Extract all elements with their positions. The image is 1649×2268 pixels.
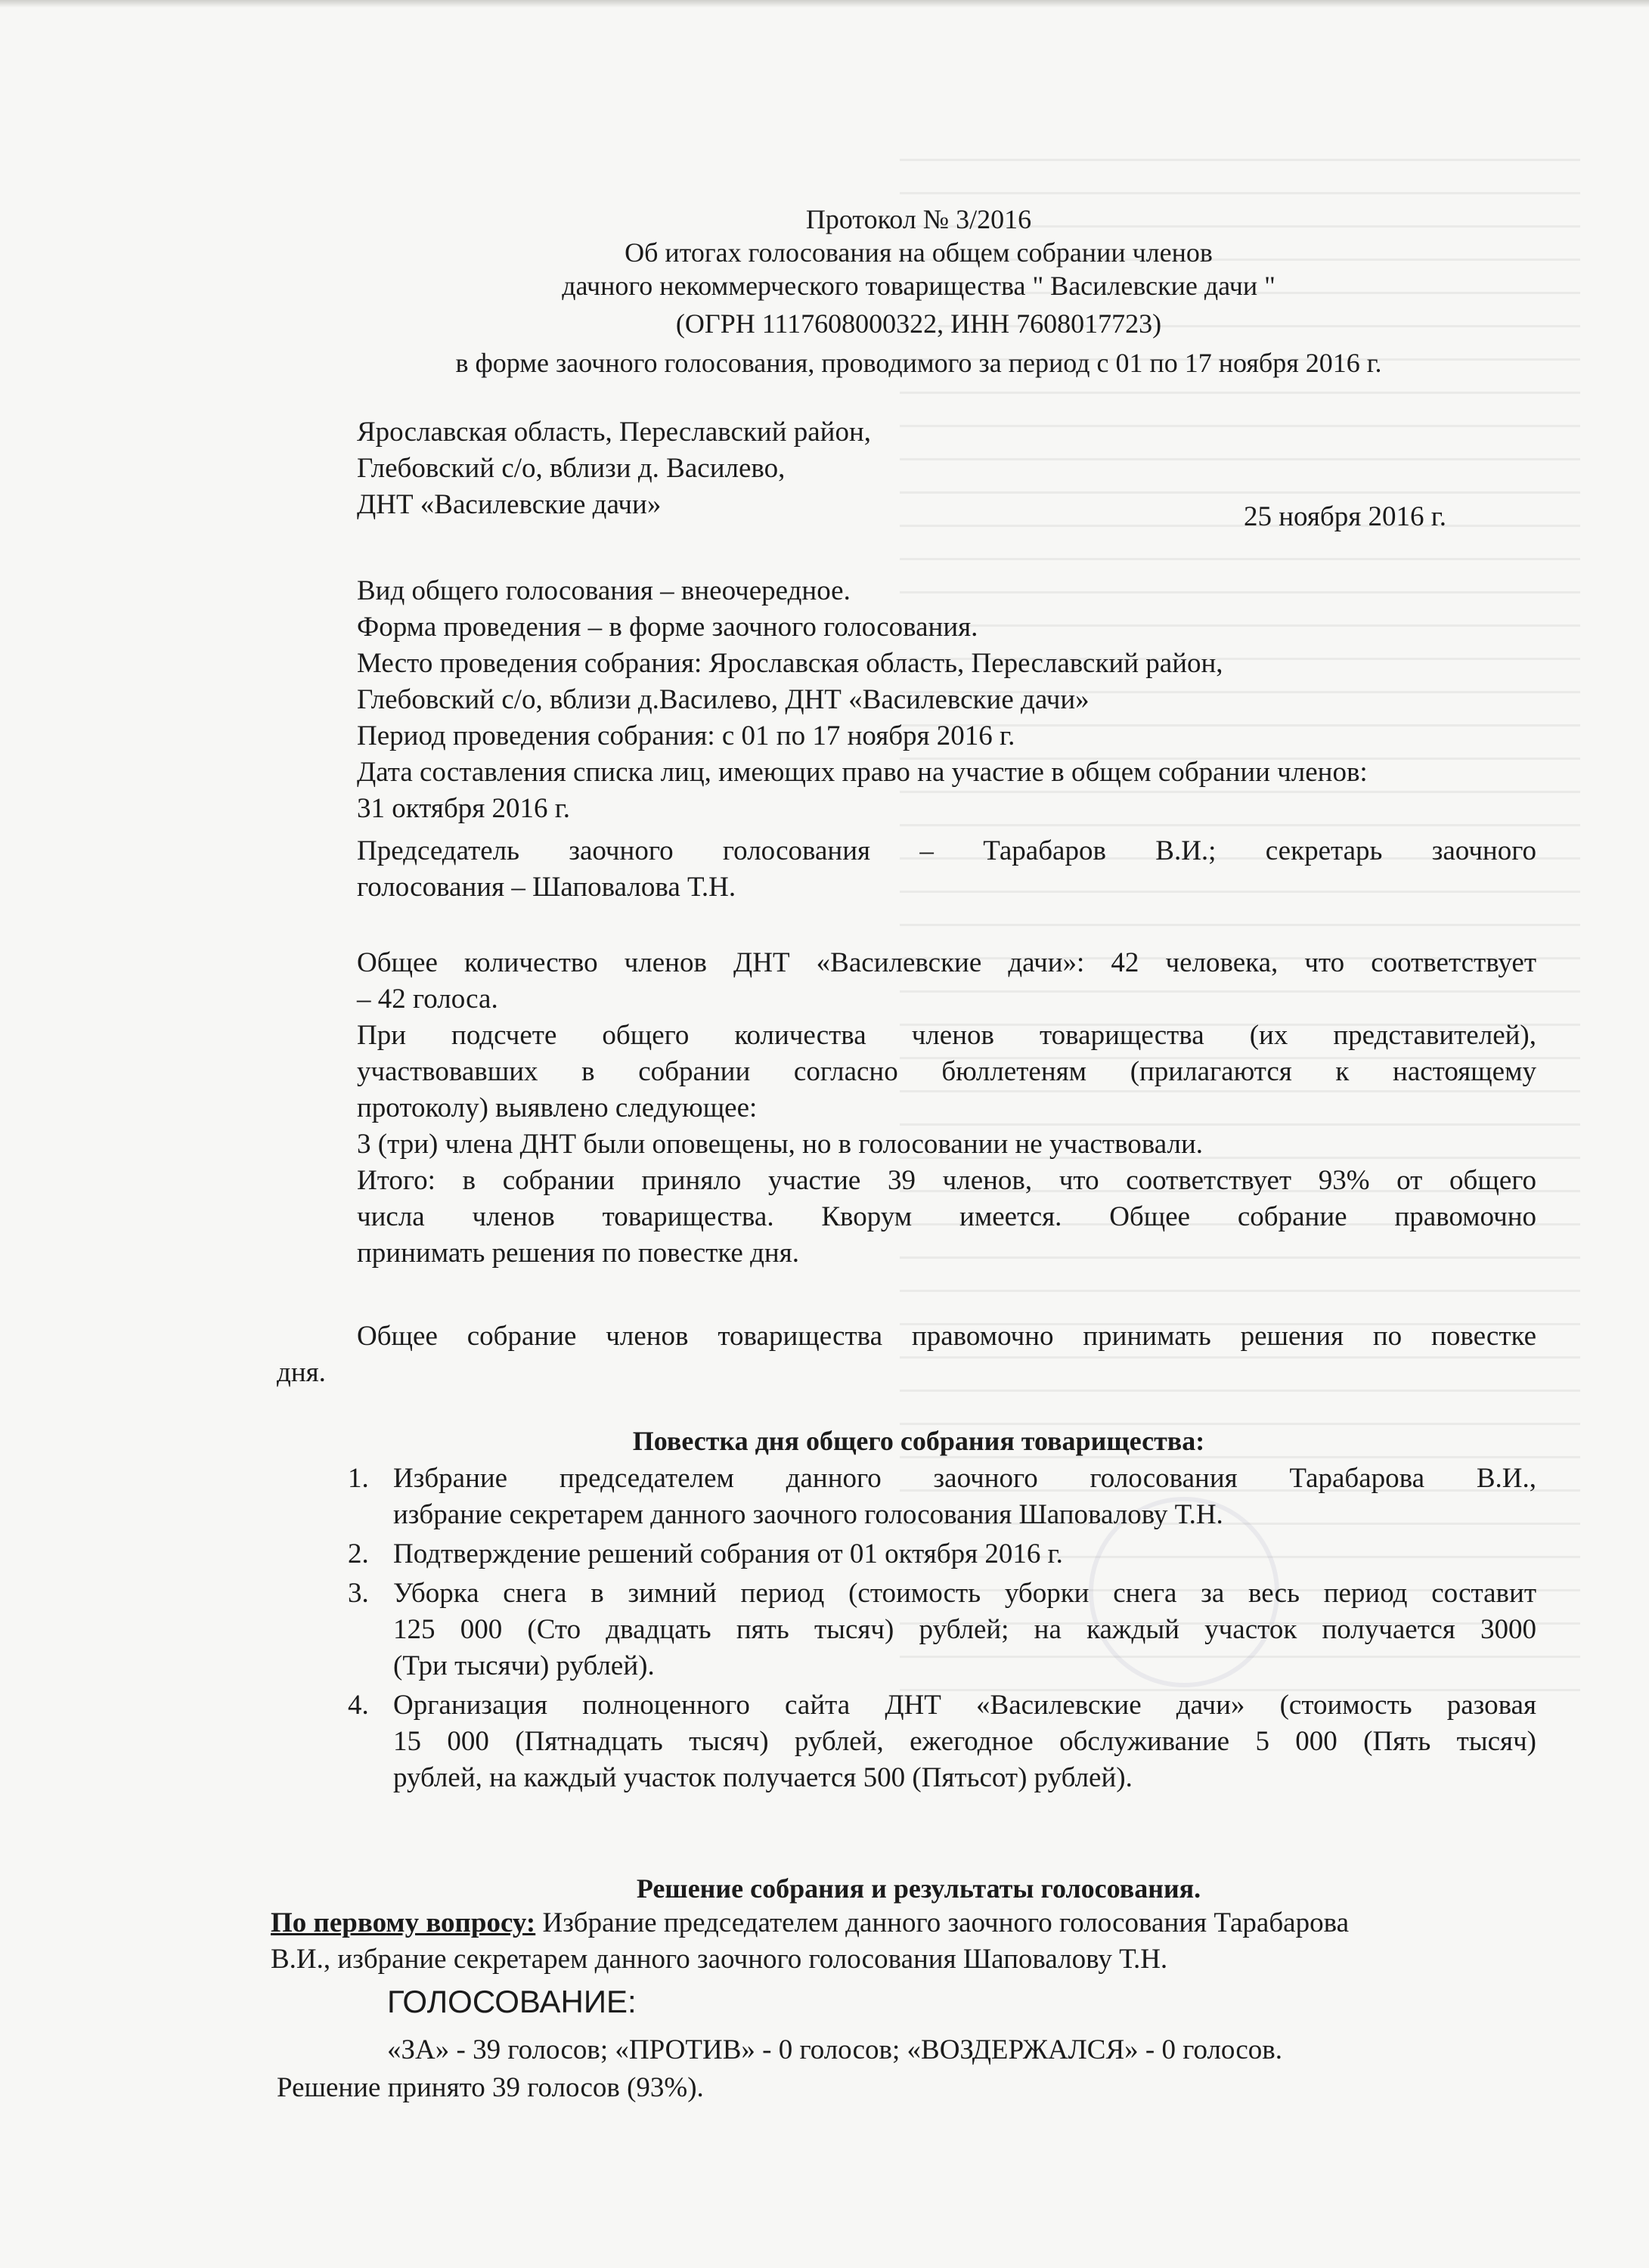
question-1-label: По первому вопросу: xyxy=(271,1907,536,1938)
agenda-item-4-line-c: рублей, на каждый участок получается 500 (Пятьсот) рублей). xyxy=(393,1762,1133,1793)
organization-ids: (ОГРН 1117608000322, ИНН 7608017723) xyxy=(675,308,1162,339)
info-place-a: Место проведения собрания: Ярославская область, Переславский район, xyxy=(357,648,1223,679)
voting-period-line: в форме заочного голосования, проводимого за период с 01 по 17 ноября 2016 г. xyxy=(455,348,1382,378)
count-competent-b: дня. xyxy=(277,1357,326,1388)
count-total-b: – 42 голоса. xyxy=(357,984,498,1015)
agenda-item-4-number: 4. xyxy=(348,1690,369,1721)
agenda-item-2-number: 2. xyxy=(348,1538,369,1569)
count-quorum-c: принимать решения по повестке дня. xyxy=(357,1238,799,1269)
info-period: Период проведения собрания: с 01 по 17 ноября 2016 г. xyxy=(357,720,1015,751)
count-calc-c: протоколу) выявлено следующее: xyxy=(357,1092,758,1123)
vote-result: «ЗА» - 39 голосов; «ПРОТИВ» - 0 голосов; «ВОЗДЕРЖАЛСЯ» - 0 голосов. xyxy=(387,2034,1282,2065)
agenda-item-3-number: 3. xyxy=(348,1578,369,1609)
location-line-3: ДНТ «Василевские дачи» xyxy=(357,489,662,520)
agenda-item-4-line-a: Организация полноценного сайта ДНТ «Василевские дачи» (стоимость разовая xyxy=(393,1690,1536,1721)
decision-accepted: Решение принято 39 голосов (93%). xyxy=(277,2072,704,2103)
count-calc-b: участвовавших в собрании согласно бюллетеням (прилагаются к настоящему xyxy=(357,1056,1536,1087)
info-list-date-b: 31 октября 2016 г. xyxy=(357,793,571,824)
count-absent: 3 (три) члена ДНТ были оповещены, но в голосовании не участвовали. xyxy=(357,1129,1204,1160)
count-quorum-a: Итого: в собрании приняло участие 39 членов, что соответствует 93% от общего xyxy=(357,1165,1536,1196)
agenda-item-3-line-b: 125 000 (Сто двадцать пять тысяч) рублей; на каждый участок получается 3000 xyxy=(393,1614,1536,1645)
document-date: 25 ноября 2016 г. xyxy=(1244,501,1446,532)
organization-name: дачного некоммерческого товарищества " Василевские дачи " xyxy=(562,271,1275,301)
protocol-subtitle: Об итогах голосования на общем собрании членов xyxy=(625,237,1213,268)
location-line-2: Глебовский с/о, вблизи д. Василево, xyxy=(357,453,786,484)
question-1-text-a: Избрание председателем данного заочного голосования Тарабарова xyxy=(535,1907,1350,1938)
question-1-text-line-a xyxy=(271,1907,1349,1940)
agenda-item-4-line-b: 15 000 (Пятнадцать тысяч) рублей, ежегодное обслуживание 5 000 (Пять тысяч) xyxy=(393,1726,1536,1757)
agenda-item-1-number: 1. xyxy=(348,1463,369,1494)
info-list-date-a: Дата составления списка лиц, имеющих право на участие в общем собрании членов: xyxy=(357,757,1368,788)
agenda-item-1-line-b: избрание секретарем данного заочного голосования Шаповалову Т.Н. xyxy=(393,1499,1223,1530)
count-total-a: Общее количество членов ДНТ «Василевские дачи»: 42 человека, что соответствует xyxy=(357,947,1536,978)
location-line-1: Ярославская область, Переславский район, xyxy=(357,417,872,448)
info-chair-b: голосования – Шаповалова Т.Н. xyxy=(357,872,736,903)
count-calc-a: При подсчете общего количества членов товарищества (их представителей), xyxy=(357,1020,1536,1051)
agenda-heading: Повестка дня общего собрания товарищества: xyxy=(632,1426,1205,1456)
info-vote-type: Вид общего голосования – внеочередное. xyxy=(357,575,851,606)
info-vote-form: Форма проведения – в форме заочного голосования. xyxy=(357,612,978,643)
info-place-b: Глебовский с/о, вблизи д.Василево, ДНТ «Василевские дачи» xyxy=(357,684,1090,715)
decision-heading: Решение собрания и результаты голосования. xyxy=(636,1873,1201,1904)
agenda-item-3-line-c: (Три тысячи) рублей). xyxy=(393,1650,655,1681)
protocol-title: Протокол № 3/2016 xyxy=(805,204,1032,234)
agenda-item-1-line-a: Избрание председателем данного заочного голосования Тарабарова В.И., xyxy=(393,1463,1536,1494)
question-1-text-line-b: В.И., избрание секретарем данного заочного голосования Шаповалову Т.Н. xyxy=(271,1944,1168,1975)
count-competent-a: Общее собрание членов товарищества правомочно принимать решения по повестке xyxy=(357,1321,1536,1352)
scan-edge xyxy=(0,0,1649,8)
count-quorum-b: числа членов товарищества. Кворум имеется. Общее собрание правомочно xyxy=(357,1201,1536,1232)
info-chair-a: Председатель заочного голосования – Тарабаров В.И.; секретарь заочного xyxy=(357,835,1536,866)
agenda-item-3-line-a: Уборка снега в зимний период (стоимость уборки снега за весь период составит xyxy=(393,1578,1536,1609)
agenda-item-2-line-a: Подтверждение решений собрания от 01 октября 2016 г. xyxy=(393,1538,1063,1569)
vote-heading: ГОЛОСОВАНИЕ: xyxy=(387,1984,637,2019)
